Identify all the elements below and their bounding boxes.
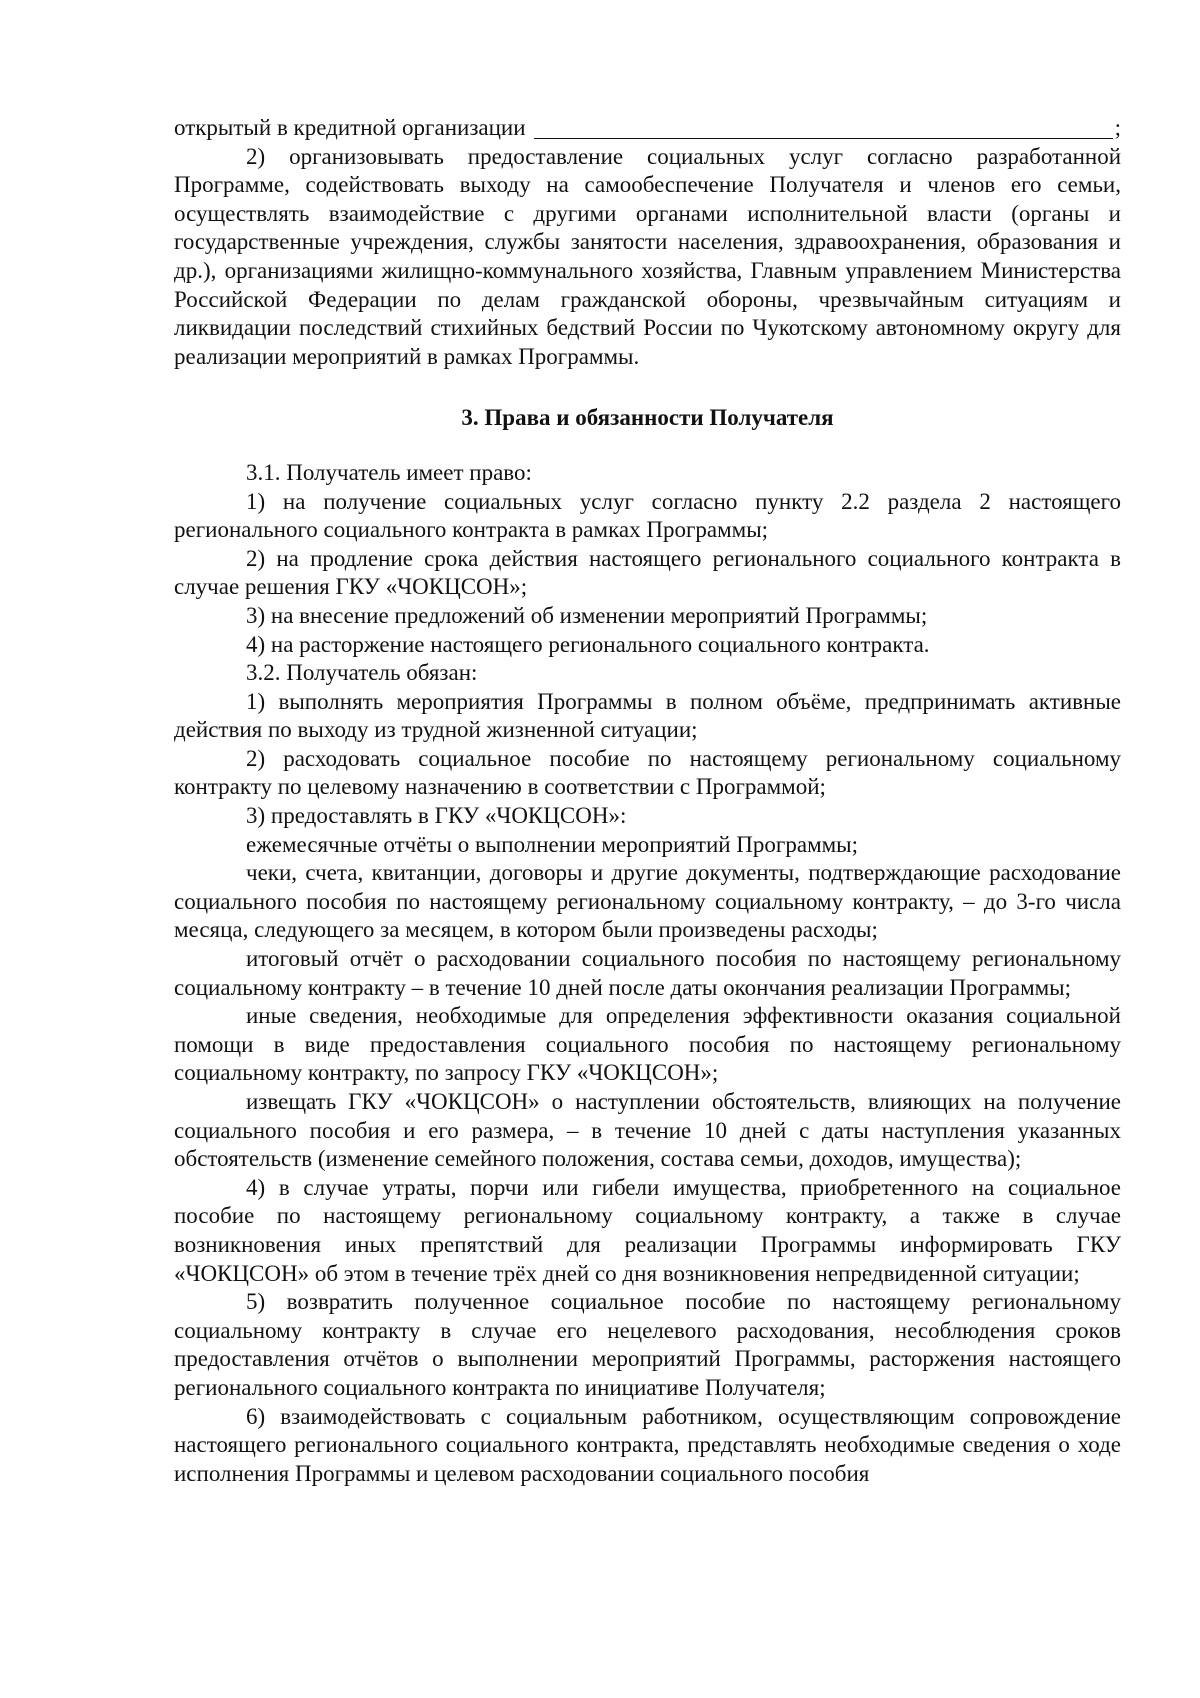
clause-3-1: 3.1. Получатель имеет право: xyxy=(246,459,532,485)
account-line-end: ; xyxy=(1114,115,1121,140)
clause-3-2-item-3: 3) предоставлять в ГКУ «ЧОКЦСОН»: xyxy=(246,803,627,829)
account-label: открытый в кредитной организации xyxy=(174,115,526,140)
account-line xyxy=(174,114,1121,143)
clause-3-2-item-3-final-report: итоговый отчёт о расходовании социального пособия по настоящему региональному социальному контракту – в течение 10 дней после даты окончания реализации Программы; xyxy=(174,946,1121,1000)
paragraph-2-2-item-2: 2) организовывать предоставление социальных услуг согласно разработанной Программе, содействовать выходу на самообеспечение Получателя и членов его семьи, осуществлять взаимодействие с другими органами исполнительной власти (органы и государственные учреждения, службы занятости населения, здравоохранения, образования и др.), организациями жилищно-коммунального хозяйства, Главным управлением Министерства Российской Федерации по делам гражданской обороны, чрезвычайным ситуациям и ликвидации последствий стихийных бедствий России по Чукотскому автономному округу для реализации мероприятий в рамках Программы. xyxy=(174,143,1121,369)
clause-3-2-item-2: 2) расходовать социальное пособие по настоящему региональному социальному контракту по целевому назначению в соответствии с Программой; xyxy=(174,745,1121,800)
clause-3-1-item-4: 4) на расторжение настоящего регионального социального контракта. xyxy=(246,631,930,657)
clause-3-1-item-2: 2) на продление срока действия настоящего регионального социального контракта в случае решения ГКУ «ЧОКЦСОН»; xyxy=(174,545,1121,600)
document-body xyxy=(174,114,1121,1488)
account-blank-field xyxy=(534,116,1113,139)
clause-3-2-item-3-monthly-reports: ежемесячные отчёты о выполнении мероприятий Программы; xyxy=(246,831,859,857)
clause-3-2-item-3-notify: извещать ГКУ «ЧОКЦСОН» о наступлении обстоятельств, влияющих на получение социального пособия и его размера, – в течение 10 дней с даты наступления указанных обстоятельств (изменение семейного положения, состава семьи, доходов, имущества); xyxy=(174,1089,1121,1172)
clause-3-2: 3.2. Получатель обязан: xyxy=(246,660,478,686)
clause-3-2-item-3-receipts: чеки, счета, квитанции, договоры и другие документы, подтверждающие расходование социального пособия по настоящему региональному социальному контракту, – до 3-го числа месяца, следующего за месяцем, в котором были произведены расходы; xyxy=(174,860,1121,943)
clause-3-2-item-5: 5) возвратить полученное социальное пособие по настоящему региональному социальному контракту в случае его нецелевого расходования, несоблюдения сроков предоставления отчётов о выполнении мероприятий Программы, расторжения настоящего регионального социального контракта по инициативе Получателя; xyxy=(174,1289,1121,1400)
clause-3-2-item-6: 6) взаимодействовать с социальным работником, осуществляющим сопровождение настоящего регионального социального контракта, представлять необходимые сведения о ходе исполнения Программы и целевом расходовании социального пособия xyxy=(174,1403,1121,1486)
clause-3-2-item-3-other-info: иные сведения, необходимые для определения эффективности оказания социальной помощи в виде предоставления социального пособия по настоящему региональному социальному контракту, по запросу ГКУ «ЧОКЦСОН»; xyxy=(174,1003,1121,1086)
section-3-heading: 3. Права и обязанности Получателя xyxy=(461,405,834,431)
clause-3-2-item-4: 4) в случае утраты, порчи или гибели имущества, приобретенного на социальное пособие по настоящему региональному социальному контракту, а также в случае возникновения иных препятствий для реализации Программы информировать ГКУ «ЧОКЦСОН» об этом в течение трёх дней со дня возникновения непредвиденной ситуации; xyxy=(174,1174,1121,1286)
clause-3-1-item-1: 1) на получение социальных услуг согласно пункту 2.2 раздела 2 настоящего регионального социального контракта в рамках Программы; xyxy=(174,488,1121,543)
clause-3-1-item-3: 3) на внесение предложений об изменении мероприятий Программы; xyxy=(246,602,928,628)
clause-3-2-item-1: 1) выполнять мероприятия Программы в полном объёме, предпринимать активные действия по выходу из трудной жизненной ситуации; xyxy=(174,688,1121,743)
